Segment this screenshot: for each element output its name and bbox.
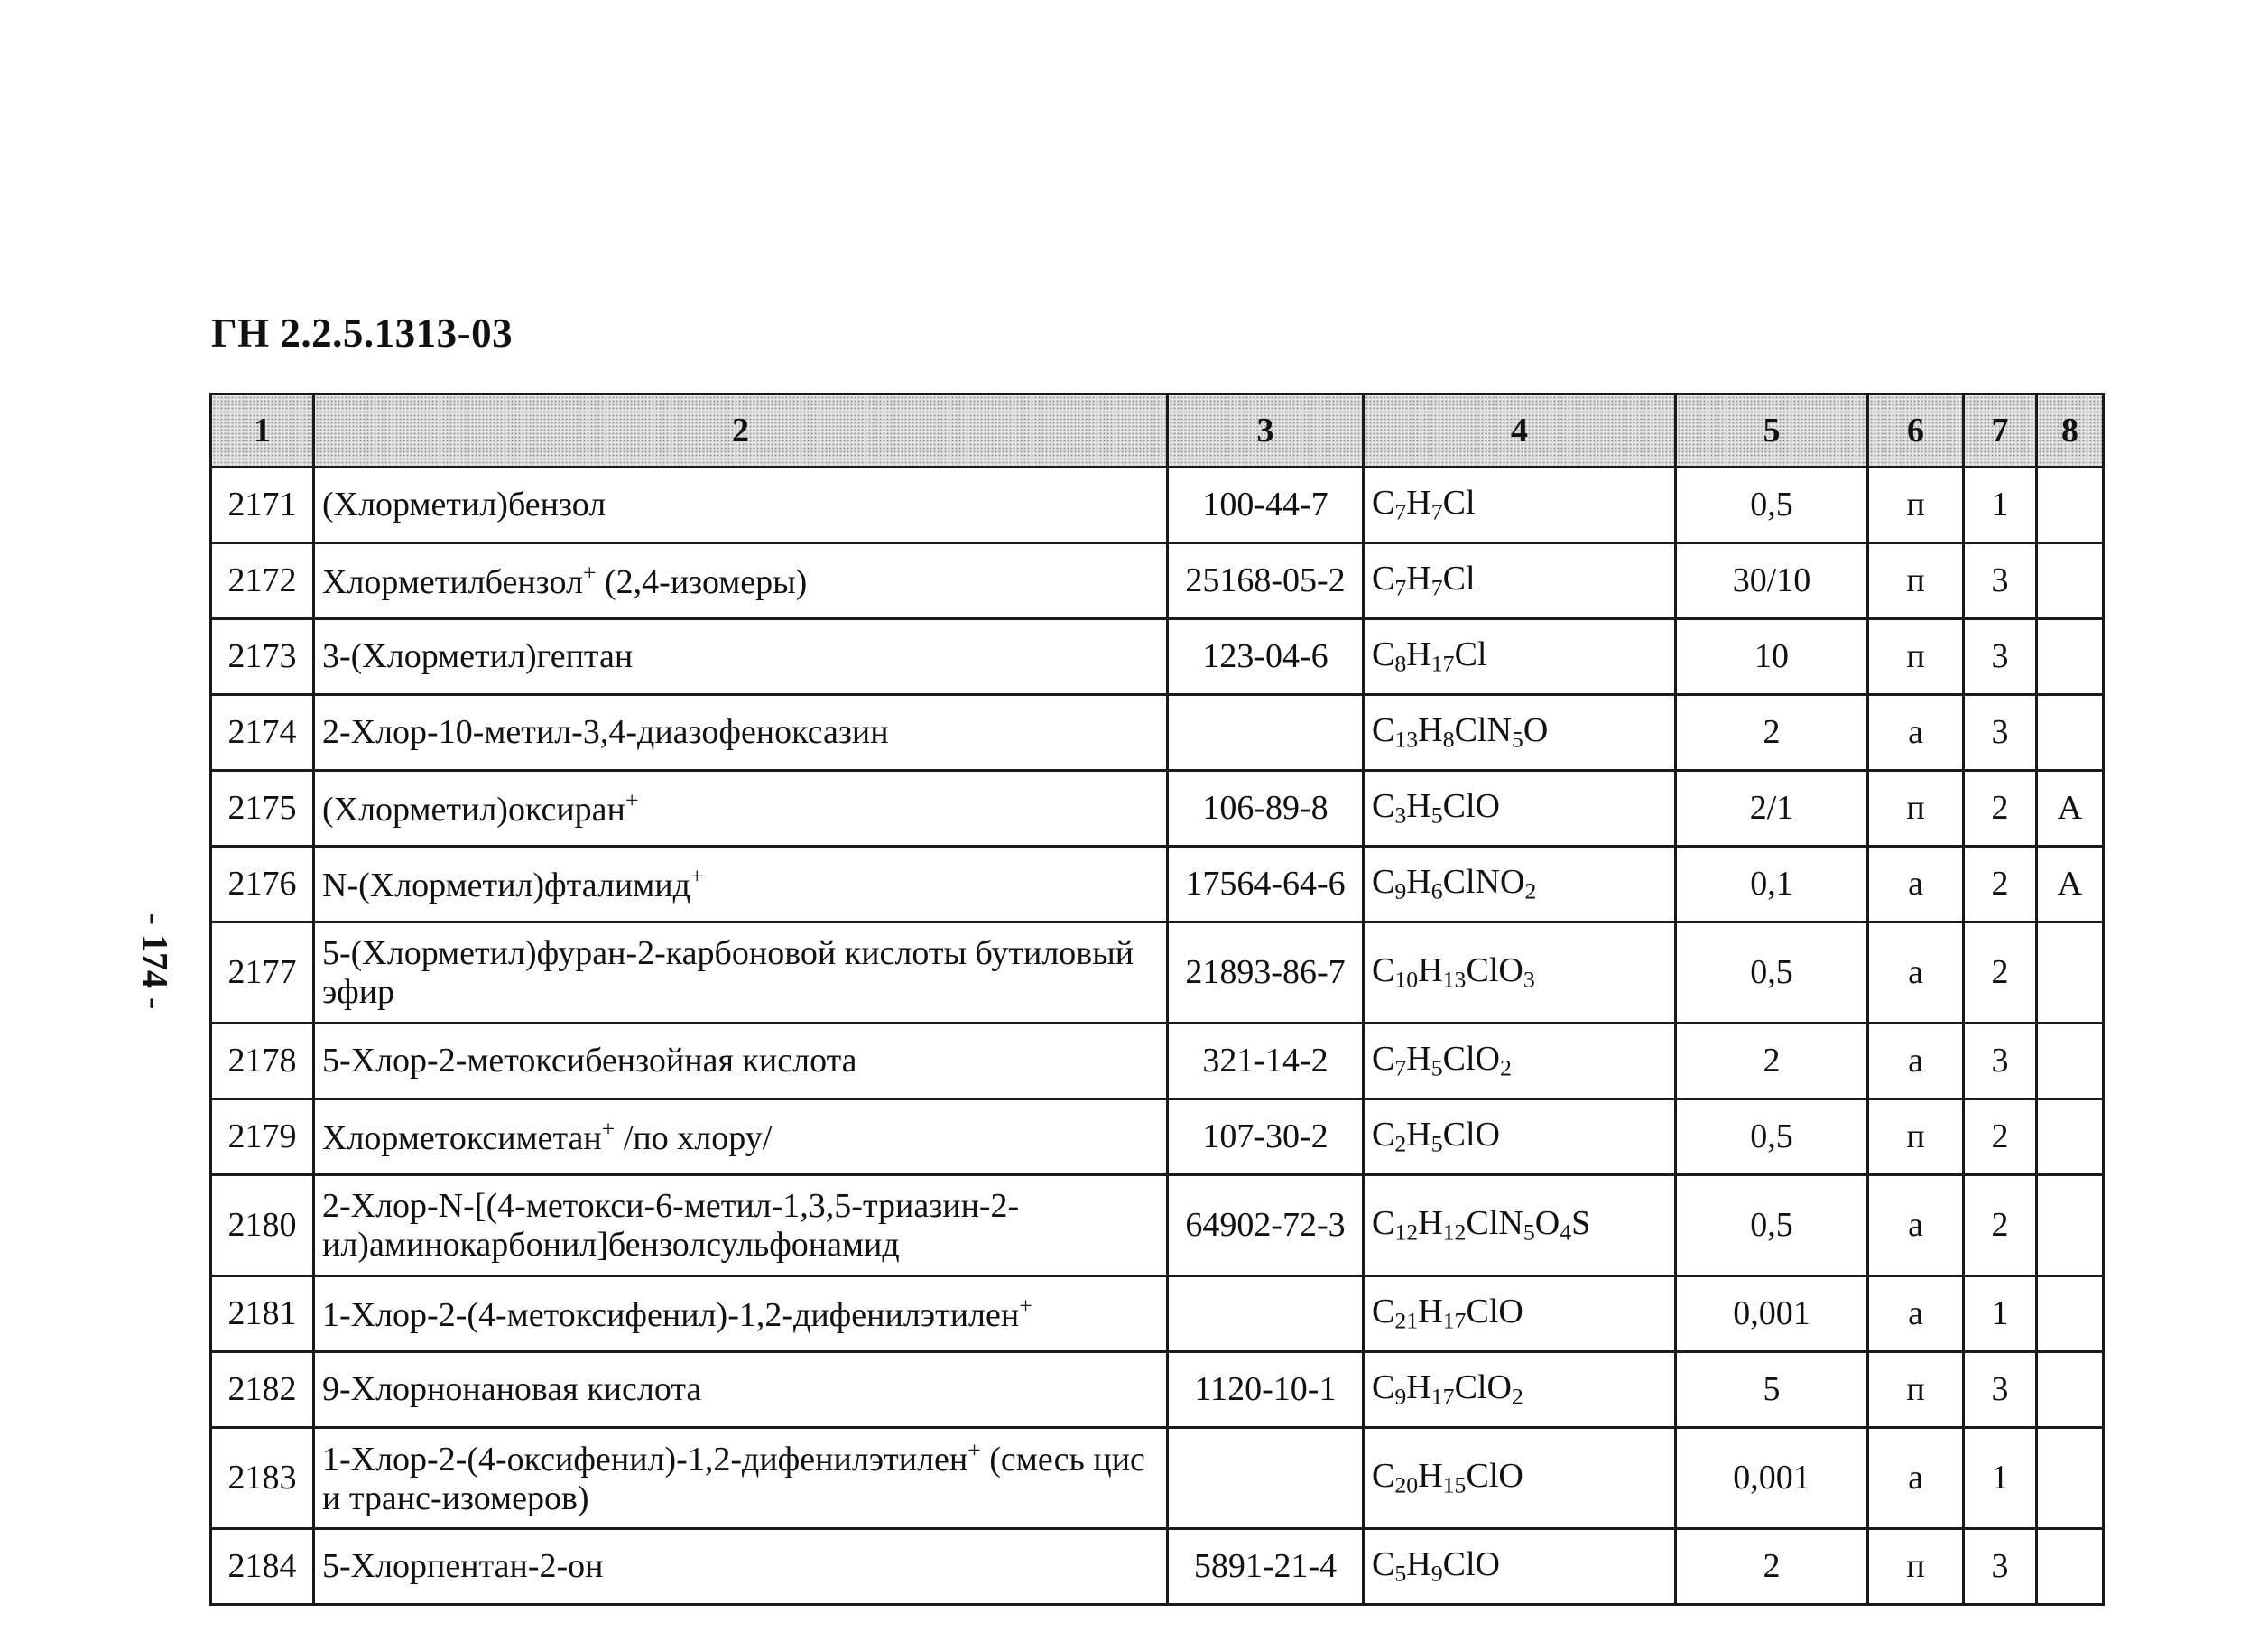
exposure-limit-value: 30/10: [1676, 543, 1868, 619]
note-mark: [2037, 1352, 2104, 1428]
note-mark: А: [2037, 847, 2104, 922]
chemical-formula: $C_{12}H_{12}ClN_5O_4S$: [1364, 1175, 1676, 1276]
page-number: - 174 -: [134, 913, 176, 1010]
cas-number: 25168-05-2: [1168, 543, 1364, 619]
table-row: [211, 771, 2104, 847]
substance-number: 2176: [211, 847, 314, 922]
note-mark: [2037, 1024, 2104, 1099]
table-row: [211, 1024, 2104, 1099]
substance-name: 2-Хлор-N-[(4-метокси-6-метил-1,3,5-триазин-2-ил)аминокарбонил]бензолсульфонамид: [314, 1175, 1168, 1276]
hazard-class: 2: [1964, 1175, 2037, 1276]
hazard-class: 2: [1964, 922, 2037, 1024]
aggregate-state: а: [1868, 1175, 1964, 1276]
exposure-limit-value: 0,5: [1676, 1099, 1868, 1175]
aggregate-state: п: [1868, 1352, 1964, 1428]
chemical-formula: $C_5H_9ClO$: [1364, 1529, 1676, 1605]
substance-number: 2174: [211, 695, 314, 771]
note-mark: [2037, 1099, 2104, 1175]
column-header: 5: [1676, 394, 1868, 468]
chemical-formula: $C_3H_5ClO$: [1364, 771, 1676, 847]
exposure-limit-value: 10: [1676, 619, 1868, 695]
substance-number: 2181: [211, 1276, 314, 1352]
substance-name: (Хлорметил)бензол: [314, 468, 1168, 543]
substance-number: 2177: [211, 922, 314, 1024]
cas-number: 21893-86-7: [1168, 922, 1364, 1024]
substance-number: 2183: [211, 1428, 314, 1529]
column-header: 6: [1868, 394, 1964, 468]
chemical-formula: $C_{13}H_8ClN_5O$: [1364, 695, 1676, 771]
substance-name: 5-Хлорпентан-2-он: [314, 1529, 1168, 1605]
table-row: [211, 468, 2104, 543]
note-mark: [2037, 619, 2104, 695]
exposure-limit-value: 2: [1676, 695, 1868, 771]
substance-name: Хлорметилбензол+ (2,4-изомеры): [314, 543, 1168, 619]
hazard-class: 3: [1964, 695, 2037, 771]
document-code: ГН 2.2.5.1313-03: [211, 311, 514, 356]
chemical-formula: $C_{21}H_{17}ClO$: [1364, 1276, 1676, 1352]
substance-number: 2173: [211, 619, 314, 695]
aggregate-state: а: [1868, 1428, 1964, 1529]
table-row: [211, 847, 2104, 922]
cas-number: 123-04-6: [1168, 619, 1364, 695]
aggregate-state: п: [1868, 1529, 1964, 1605]
table-row: [211, 543, 2104, 619]
table-row: [211, 1529, 2104, 1605]
substances-table: [209, 393, 2105, 1606]
column-header: 2: [314, 394, 1168, 468]
column-header: 3: [1168, 394, 1364, 468]
chemical-formula: $C_7H_5ClO_2$: [1364, 1024, 1676, 1099]
column-header: 7: [1964, 394, 2037, 468]
chemical-formula: $C_7H_7Cl$: [1364, 468, 1676, 543]
exposure-limit-value: 0,5: [1676, 1175, 1868, 1276]
cas-number: 17564-64-6: [1168, 847, 1364, 922]
table-header-row: [211, 394, 2104, 468]
hazard-class: 2: [1964, 847, 2037, 922]
substance-name: 5-(Хлорметил)фуран-2-карбоновой кислоты бутиловый эфир: [314, 922, 1168, 1024]
table-row: [211, 619, 2104, 695]
substance-name: 5-Хлор-2-метоксибензойная кислота: [314, 1024, 1168, 1099]
substance-name: (Хлорметил)оксиран+: [314, 771, 1168, 847]
column-header: 4: [1364, 394, 1676, 468]
note-mark: [2037, 1276, 2104, 1352]
exposure-limit-value: 2/1: [1676, 771, 1868, 847]
substance-name: 2-Хлор-10-метил-3,4-диазофеноксазин: [314, 695, 1168, 771]
aggregate-state: п: [1868, 771, 1964, 847]
hazard-class: 3: [1964, 543, 2037, 619]
cas-number: 64902-72-3: [1168, 1175, 1364, 1276]
cas-number: 107-30-2: [1168, 1099, 1364, 1175]
aggregate-state: а: [1868, 695, 1964, 771]
exposure-limit-value: 2: [1676, 1024, 1868, 1099]
hazard-class: 1: [1964, 1428, 2037, 1529]
substance-number: 2180: [211, 1175, 314, 1276]
table-body: [211, 468, 2104, 1605]
exposure-limit-value: 2: [1676, 1529, 1868, 1605]
note-mark: [2037, 695, 2104, 771]
note-mark: [2037, 1428, 2104, 1529]
cas-number: 5891-21-4: [1168, 1529, 1364, 1605]
chemical-formula: $C_{10}H_{13}ClO_3$: [1364, 922, 1676, 1024]
hazard-class: 2: [1964, 771, 2037, 847]
chemical-formula: $C_9H_6ClNO_2$: [1364, 847, 1676, 922]
table-row: [211, 1175, 2104, 1276]
exposure-limit-value: 0,001: [1676, 1276, 1868, 1352]
table-row: [211, 1099, 2104, 1175]
chemical-formula: $C_9H_{17}ClO_2$: [1364, 1352, 1676, 1428]
hazard-class: 1: [1964, 468, 2037, 543]
aggregate-state: а: [1868, 922, 1964, 1024]
cas-number: 1120-10-1: [1168, 1352, 1364, 1428]
chemical-formula: $C_8H_{17}Cl$: [1364, 619, 1676, 695]
hazard-class: 3: [1964, 1024, 2037, 1099]
chemical-formula: $C_{20}H_{15}ClO$: [1364, 1428, 1676, 1529]
cas-number: 106-89-8: [1168, 771, 1364, 847]
substance-name: 1-Хлор-2-(4-метоксифенил)-1,2-дифенилэтилен+: [314, 1276, 1168, 1352]
aggregate-state: п: [1868, 619, 1964, 695]
chemical-formula: $C_2H_5ClO$: [1364, 1099, 1676, 1175]
note-mark: [2037, 468, 2104, 543]
exposure-limit-value: 5: [1676, 1352, 1868, 1428]
exposure-limit-value: 0,1: [1676, 847, 1868, 922]
substance-name: 1-Хлор-2-(4-оксифенил)-1,2-дифенилэтилен+ (смесь цис и транс-изомеров): [314, 1428, 1168, 1529]
cas-number: 100-44-7: [1168, 468, 1364, 543]
hazard-class: 3: [1964, 619, 2037, 695]
exposure-limit-value: 0,001: [1676, 1428, 1868, 1529]
exposure-limit-value: 0,5: [1676, 468, 1868, 543]
substance-name: 3-(Хлорметил)гептан: [314, 619, 1168, 695]
note-mark: [2037, 1529, 2104, 1605]
hazard-class: 1: [1964, 1276, 2037, 1352]
table-row: [211, 1352, 2104, 1428]
exposure-limit-value: 0,5: [1676, 922, 1868, 1024]
aggregate-state: п: [1868, 468, 1964, 543]
table-row: [211, 695, 2104, 771]
substance-number: 2179: [211, 1099, 314, 1175]
substance-name: Хлорметоксиметан+ /по хлору/: [314, 1099, 1168, 1175]
substance-number: 2172: [211, 543, 314, 619]
cas-number: [1168, 1428, 1364, 1529]
chemical-formula: $C_7H_7Cl$: [1364, 543, 1676, 619]
substance-number: 2171: [211, 468, 314, 543]
column-header: 1: [211, 394, 314, 468]
substance-number: 2175: [211, 771, 314, 847]
aggregate-state: а: [1868, 1024, 1964, 1099]
substance-name: 9-Хлорнонановая кислота: [314, 1352, 1168, 1428]
aggregate-state: а: [1868, 847, 1964, 922]
note-mark: А: [2037, 771, 2104, 847]
cas-number: 321-14-2: [1168, 1024, 1364, 1099]
substance-name: N-(Хлорметил)фталимид+: [314, 847, 1168, 922]
substance-number: 2182: [211, 1352, 314, 1428]
substance-number: 2184: [211, 1529, 314, 1605]
note-mark: [2037, 1175, 2104, 1276]
column-header: 8: [2037, 394, 2104, 468]
hazard-class: 3: [1964, 1352, 2037, 1428]
substance-number: 2178: [211, 1024, 314, 1099]
aggregate-state: п: [1868, 1099, 1964, 1175]
cas-number: [1168, 1276, 1364, 1352]
note-mark: [2037, 922, 2104, 1024]
table-row: [211, 1428, 2104, 1529]
aggregate-state: а: [1868, 1276, 1964, 1352]
hazard-class: 2: [1964, 1099, 2037, 1175]
note-mark: [2037, 543, 2104, 619]
cas-number: [1168, 695, 1364, 771]
aggregate-state: п: [1868, 543, 1964, 619]
table-row: [211, 1276, 2104, 1352]
table-row: [211, 922, 2104, 1024]
hazard-class: 3: [1964, 1529, 2037, 1605]
